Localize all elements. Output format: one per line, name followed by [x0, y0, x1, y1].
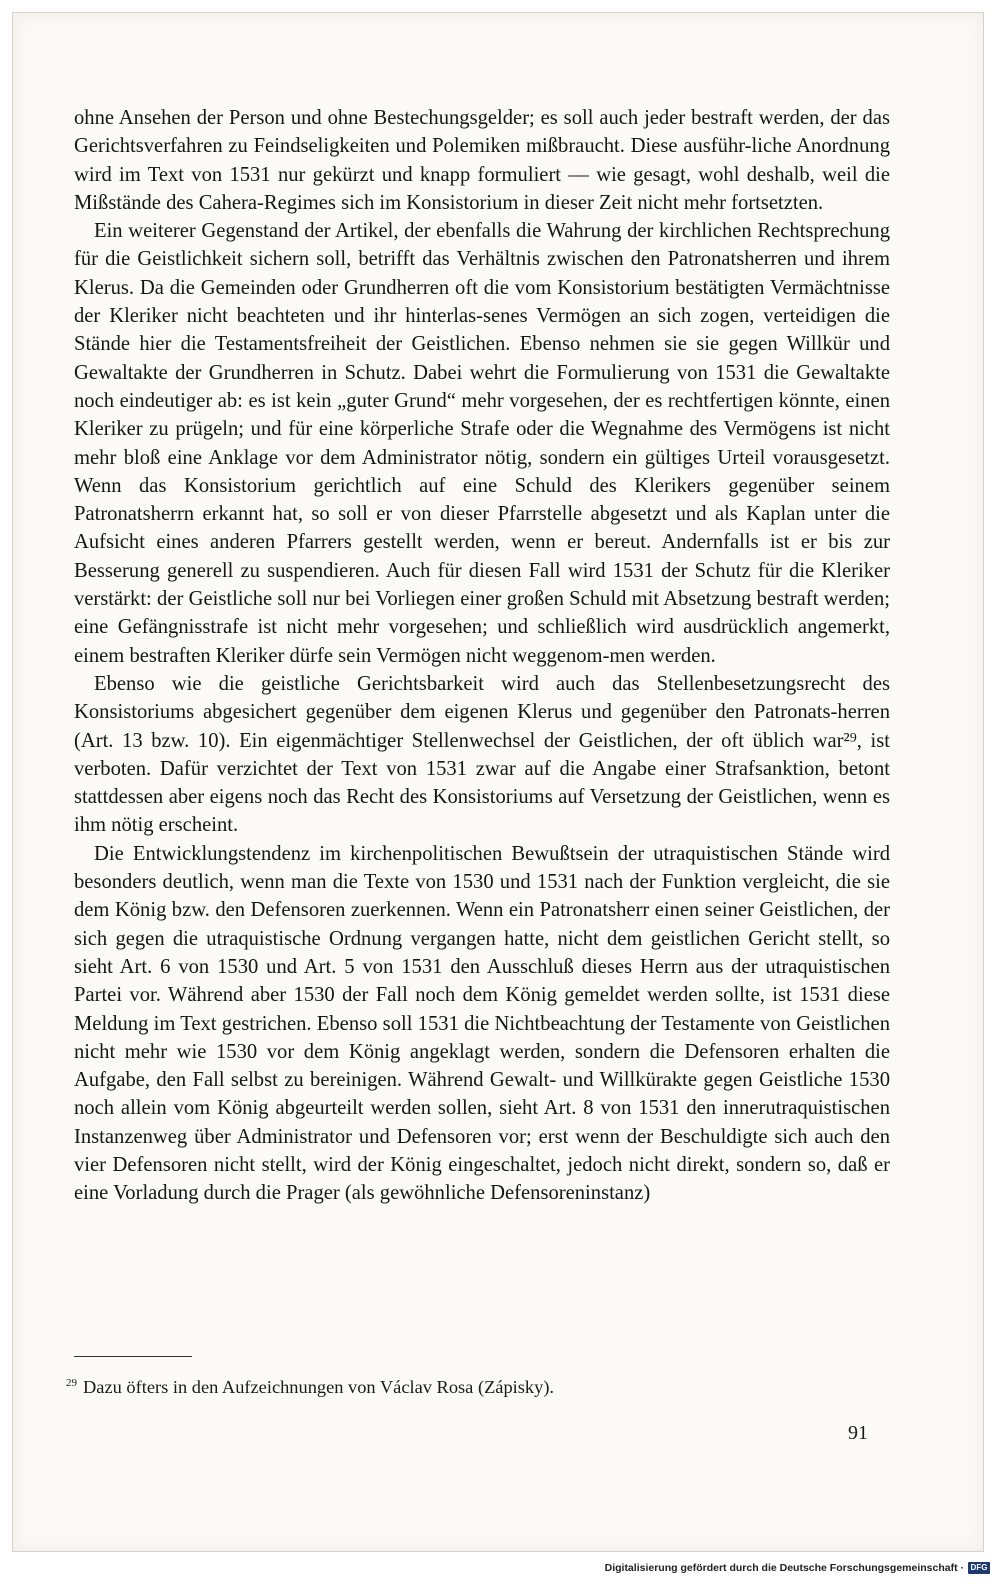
digitization-credit	[605, 1559, 990, 1577]
paragraph-4: Die Entwicklungstendenz im kirchenpolitischen Bewußtsein der utraquistischen Stände wird besonders deutlich, wenn man die Texte von 1530 und 1531 nach der Funktion vergleicht, die sie dem König bzw. den Defensoren zuerkennen. Wenn ein Patronatsherr einen seiner Geistlichen, der sich gegen die utraquistische Ordnung vergangen hatte, nicht dem geistlichen Gericht stellt, so sieht Art. 6 von 1530 und Art. 5 von 1531 den Ausschluß dieses Herrn aus der utraquistischen Partei vor. Während aber 1530 der Fall noch dem König gemeldet werden sollte, ist 1531 diese Meldung im Text gestrichen. Ebenso soll 1531 die Nichtbeachtung der Testamente von Geistlichen nicht mehr wie 1530 vor dem König angeklagt werden, sondern die Defensoren erhalten die Aufgabe, den Fall selbst zu bereinigen. Während Gewalt- und Willkürakte gegen Geistliche 1530 noch allein vom König abgeurteilt werden sollen, sieht Art. 8 von 1531 den innerutraquistischen Instanzenweg über Administrator und Defensoren vor; erst wenn der Beschuldigte sich auch den vier Defensoren nicht stellt, wird der König eingeschaltet, jedoch nicht direkt, sondern so, daß er eine Vorladung durch die Prager (als gewöhnliche Defensoreninstanz)	[74, 842, 890, 1205]
footnote-divider	[74, 1356, 192, 1357]
paragraph-1: ohne Ansehen der Person und ohne Bestechungsgelder; es soll auch jeder bestraft werden, der das Gerichtsverfahren zu Feindseligkeiten und Polemiken mißbraucht. Diese ausführ-liche Anordnung wird im Text von 1531 nur gekürzt und knapp formuliert — wie gesagt, wohl deshalb, weil die Mißstände des Cahera-Regimes sich im Konsistorium in dieser Zeit nicht mehr fortsetzten.	[74, 107, 890, 214]
paragraph-3: Ebenso wie die geistliche Gerichtsbarkeit wird auch das Stellenbesetzungsrecht des Konsistoriums abgesichert gegenüber dem eigenen Klerus und gegenüber den Patronats-herren (Art. 13 bzw. 10). Ein eigenmächtiger Stellenwechsel der Geistlichen, der oft üblich war²⁹, ist verboten. Dafür verzichtet der Text von 1531 zwar auf die Angabe einer Strafsanktion, betont stattdessen aber eigens noch das Recht des Konsistoriums auf Versetzung der Geistlichen, wenn es ihm nötig erscheint.	[74, 672, 890, 837]
page-number: 91	[848, 1422, 868, 1444]
paragraph-2: Ein weiterer Gegenstand der Artikel, der ebenfalls die Wahrung der kirchlichen Rechtsprechung für die Geistlichkeit sichern soll, betrifft das Verhältnis zwischen den Patronatsherren und ihrem Klerus. Da die Gemeinden oder Grundherren oft die vom Konsistorium bestätigten Vermächtnisse der Kleriker nicht beachteten und ihr hinterlas-senes Vermögen an sich zogen, verteidigen die Stände hier die Testamentsfreiheit der Geistlichen. Ebenso nehmen sie sie gegen Willkür und Gewaltakte der Grundherren in Schutz. Dabei wehrt die Formulierung von 1531 die Gewaltakte noch eindeutiger ab: es ist kein „guter Grund“ mehr vorgesehen, der es rechtfertigen könnte, einen Kleriker zu prügeln; und für eine körperliche Strafe oder die Wegnahme des Vermögens ist nicht mehr bloß eine Anklage vor dem Administrator nötig, sondern ein gültiges Urteil vorausgesetzt. Wenn das Konsistorium gerichtlich auf eine Schuld des Klerikers gegenüber seinem Patronatsherrn erkannt hat, so soll er von dieser Pfarrstelle abgesetzt und als Kaplan unter die Aufsicht eines anderen Pfarrers gestellt werden, wenn er bereut. Andernfalls ist er bis zur Besserung generell zu suspendieren. Auch für diesen Fall wird 1531 der Schutz für die Kleriker verstärkt: der Geistliche soll nur bei Vorliegen einer großen Schuld mit Absetzung bestraft werden; eine Gefängnisstrafe ist nicht mehr vorgesehen; und schließlich wird ausdrücklich angemerkt, einem bestraften Kleriker dürfe sein Vermögen nicht weggenom-men werden.	[74, 220, 890, 667]
credit-text: Digitalisierung gefördert durch die Deutsche Forschungsgemeinschaft ·	[604, 1562, 964, 1574]
body-text	[74, 104, 890, 1208]
footnote	[66, 1370, 886, 1400]
dfg-logo-icon: DFG	[968, 1562, 990, 1574]
footnote-number: 29	[66, 1377, 77, 1389]
footnote-text: Dazu öfters in den Aufzeichnungen von Václav Rosa (Zápisky).	[83, 1377, 555, 1398]
